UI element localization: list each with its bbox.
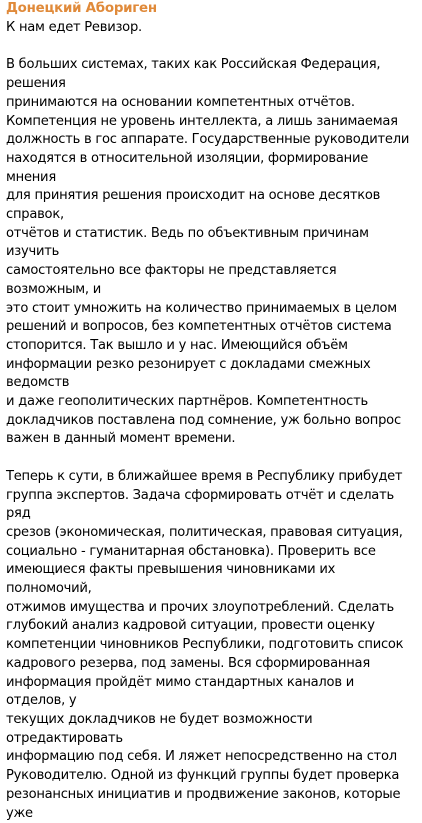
paragraph-spacer xyxy=(6,38,414,57)
post-paragraph-intro: К нам едет Ревизор. xyxy=(6,20,142,35)
post-paragraph-experts: Теперь к сути, в ближайшее время в Республику прибудет группа экспертов. Задача сформировать отчёт и сделать ряд срезов (экономическая, политическая, правовая ситуация, социально - гуманитарная обстановка). Проверить все имеющиеся факты превышения чиновниками их полномочий, отжимов имущества и прочих злоупотреблений. Сделать глубокий анализ кадровой ситуации, провести оценку компетенции чиновников Республики, подготовить список кадрового резерва, под замены. Вся сформированная информация пройдёт мимо стандартных каналов и отделов, у текущих докладчиков не будет возможности отредактировать информацию под себя. И ляжет непосредственно на стол Руководителю. Одной из функций группы будет проверка резонансных инициатив и продвижение законов, которые уже xyxy=(6,468,404,821)
post-author-name[interactable]: Донецкий Абориген xyxy=(6,1,157,16)
paragraph-spacer xyxy=(6,449,414,468)
post-paragraph-systems: В больших системах, таких как Российская Федерация, решения принимаются на основании компетентных отчётов. Компетенция не уровень интеллекта, а лишь занимаемая должность в гос аппарате. Государственные руководители находятся в относительной изоляции, формирование мнения для принятия решения происходит на основе десятков справок, отчётов и статистик. Ведь по объективным причинам изучить самостоятельно все факторы не представляется возможным, и это стоит умножить на количество принимаемых в целом решений и вопросов, без компетентных отчётов система стопорится. Так вышло и у нас. Имеющийся объём информации резко резонирует с докладами смежных ведомств и даже геополитических партнёров. Компетентность докладчиков поставлена под сомнение, уж больно вопрос важен в данный момент времени. xyxy=(6,57,410,447)
